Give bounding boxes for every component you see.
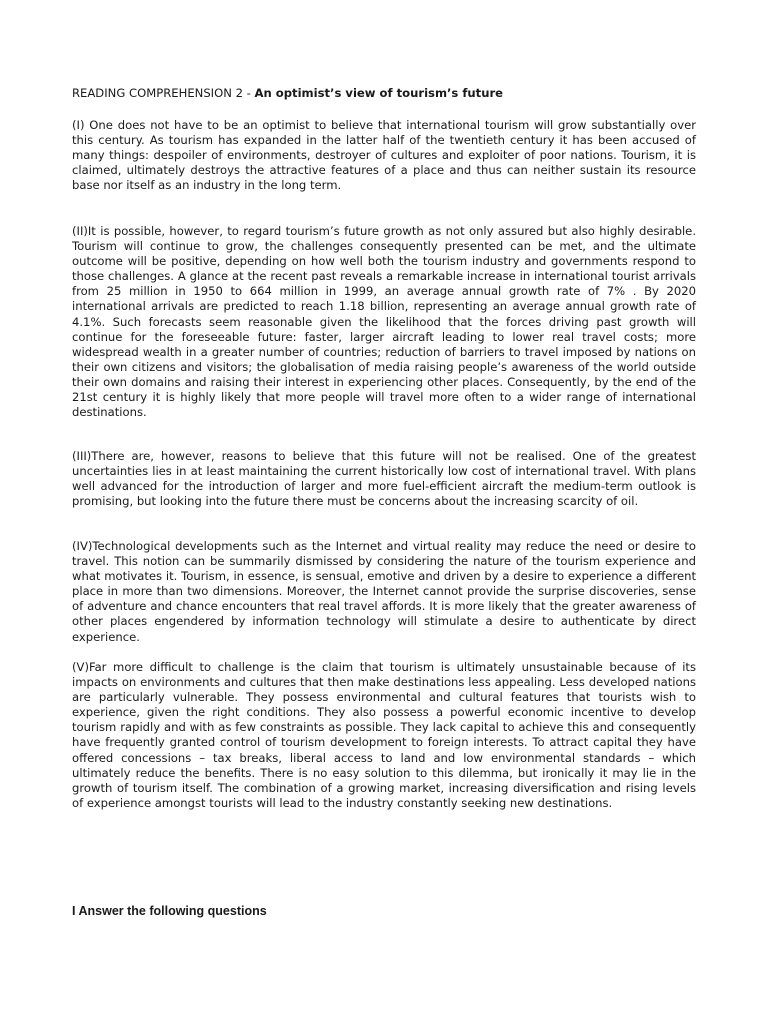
paragraph-2: (II)It is possible, however, to regard tourism’s future growth as not only assured but also highly desirable. Tourism will continue to grow, the challenges consequently presented can be met, and the ultimate outcome will be positive, depending on how well both the tourism industry and governments respond to those challenges. A glance at the recent past reveals a remarkable increase in international tourist arrivals from 25 million in 1950 to 664 million in 1999, an average annual growth rate of 7% . By 2020 international arrivals are predicted to reach 1.18 billion, representing an average annual growth rate of 4.1%. Such forecasts seem reasonable given the likelihood that the forces driving past growth will continue for the foreseeable future: faster, larger aircraft leading to lower real travel costs; more widespread wealth in a greater number of countries; reduction of barriers to travel imposed by nations on their own citizens and visitors; the globalisation of media raising people’s awareness of the world outside their own domains and raising their interest in experiencing other places. Consequently, by the end of the 21st century it is highly likely that more people will travel more often to a wider range of international destinations. bbox=[72, 224, 696, 420]
paragraph-5: (V)Far more difficult to challenge is the claim that tourism is ultimately unsustainable because of its impacts on environments and cultures that then make destinations less appealing. Less developed nations are particularly vulnerable. They possess environmental and cultural features that tourists wish to experience, given the right conditions. They also possess a powerful economic incentive to develop tourism rapidly and with as few constraints as possible. They lack capital to achieve this and consequently have frequently granted control of tourism development to foreign interests. To attract capital they have offered concessions – tax breaks, liberal access to land and low environmental standards – which ultimately reduce the benefits. There is no easy solution to this dilemma, but ironically it may lie in the growth of tourism itself. The combination of a growing market, increasing diversification and rising levels of experience amongst tourists will lead to the industry constantly seeking new destinations. bbox=[72, 660, 696, 810]
questions-heading: I Answer the following questions bbox=[72, 904, 267, 918]
paragraph-4: (IV)Technological developments such as the Internet and virtual reality may reduce the need or desire to travel. This notion can be summarily dismissed by considering the nature of the tourism experience and what motivates it. Tourism, in essence, is sensual, emotive and driven by a desire to experience a different place in more than two dimensions. Moreover, the Internet cannot provide the surprise discoveries, sense of adventure and chance encounters that real travel affords. It is more likely that the greater awareness of other places engendered by information technology will stimulate a desire to authenticate by direct experience. bbox=[72, 539, 696, 644]
title-main: An optimist’s view of tourism’s future bbox=[254, 86, 504, 100]
paragraph-3: (III)There are, however, reasons to believe that this future will not be realised. One of the greatest uncertainties lies in at least maintaining the current historically low cost of international travel. With plans well advanced for the introduction of larger and more fuel-efficient aircraft the medium-term outlook is promising, but looking into the future there must be concerns about the increasing scarcity of oil. bbox=[72, 449, 696, 509]
paragraph-1: (I) One does not have to be an optimist to believe that international tourism will grow substantially over this century. As tourism has expanded in the latter half of the twentieth century it has been accused of many things: despoiler of environments, destroyer of cultures and exploiter of poor nations. Tourism, it is claimed, ultimately destroys the attractive features of a place and thus can neither sustain its resource base nor itself as an industry in the long term. bbox=[72, 118, 696, 193]
document-title bbox=[72, 86, 702, 101]
title-prefix: READING COMPREHENSION 2 - bbox=[72, 86, 255, 100]
